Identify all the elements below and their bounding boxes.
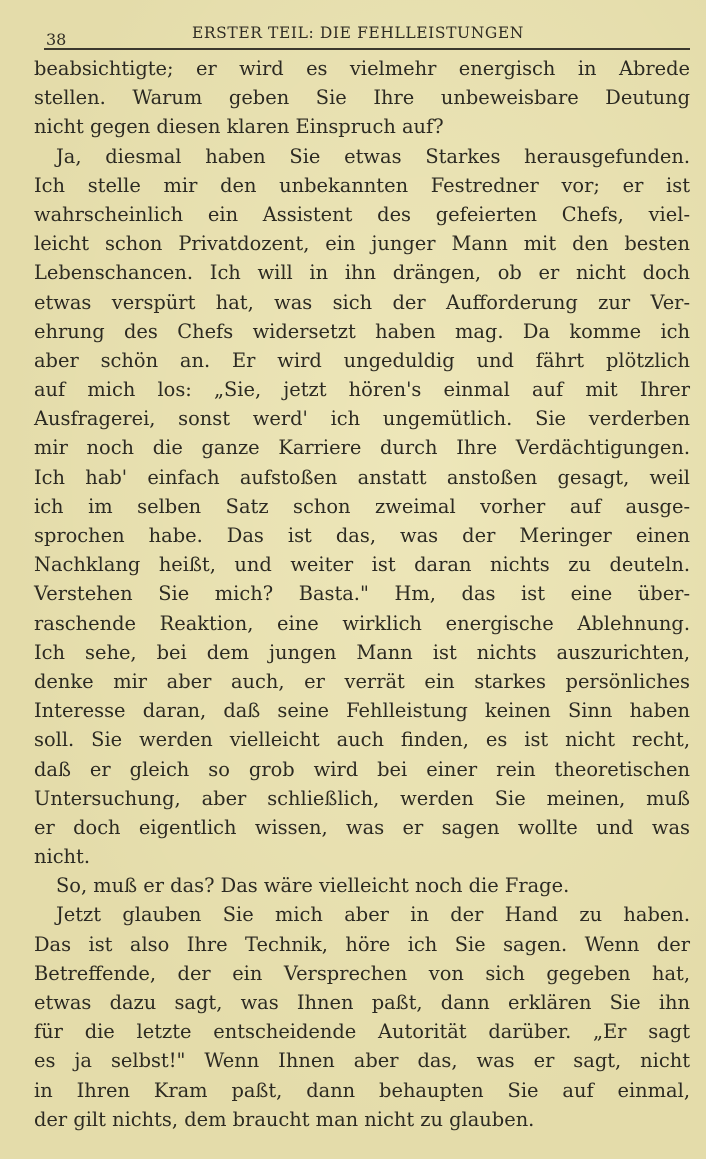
text-line: aber schön an. Er wird ungeduldig und fährt plötzlich (34, 348, 690, 372)
text-line: nicht gegen diesen klaren Einspruch auf? (34, 115, 444, 139)
text-line: etwas verspürt hat, was sich der Aufforderung zur Ver- (34, 290, 690, 314)
text-line: etwas dazu sagt, was Ihnen paßt, dann erklären Sie ihn (34, 991, 690, 1014)
text-line: soll. Sie werden vielleicht auch finden, es ist nicht recht, (34, 728, 690, 752)
text-line: Das ist also Ihre Technik, höre ich Sie sagen. Wenn der (34, 932, 690, 956)
page-header (44, 22, 690, 50)
text-line: mir noch die ganze Karriere durch Ihre Verdächtigungen. (34, 436, 690, 460)
text-line: So, muß er das? Das wäre vielleicht noch die Frage. (56, 874, 570, 898)
text-line: Jetzt glauben Sie mich aber in der Hand zu haben. (56, 903, 690, 927)
text-line: Ich stelle mir den unbekannten Festredner vor; er ist (34, 173, 690, 197)
text-line: Verstehen Sie mich? Basta." Hm, das ist eine über- (34, 582, 690, 606)
text-line: der gilt nichts, dem braucht man nicht zu glauben. (34, 1107, 535, 1131)
text-line: Ja, diesmal haben Sie etwas Starkes herausgefunden. (56, 144, 690, 168)
text-line: ehrung des Chefs widersetzt haben mag. Da komme ich (34, 319, 690, 343)
text-line: daß er gleich so grob wird bei einer rein theoretischen (34, 757, 690, 781)
text-line: raschende Reaktion, eine wirklich energische Ablehnung. (34, 611, 690, 635)
body-text (34, 54, 690, 1134)
text-line: auf mich los: „Sie, jetzt hören's einmal auf mit Ihrer (34, 378, 690, 402)
text-line: nicht. (34, 845, 90, 869)
text-line: Untersuchung, aber schließlich, werden Sie meinen, muß (34, 786, 690, 810)
text-line: in Ihren Kram paßt, dann behaupten Sie auf einmal, (34, 1078, 690, 1102)
text-line: Betreffende, der ein Versprechen von sich gegeben hat, (34, 961, 690, 985)
text-line: Ausfragerei, sonst werd' ich ungemütlich. Sie verderben (34, 407, 690, 431)
text-line: wahrscheinlich ein Assistent des gefeierten Chefs, viel- (34, 202, 690, 226)
text-line: es ja selbst!" Wenn Ihnen aber das, was er sagt, nicht (34, 1049, 690, 1073)
text-line: er doch eigentlich wissen, was er sagen wollte und was (34, 815, 690, 839)
text-line: Ich hab' einfach aufstoßen anstatt anstoßen gesagt, weil (34, 465, 690, 489)
text-line: Ich sehe, bei dem jungen Mann ist nichts auszurichten, (34, 640, 690, 664)
text-line: ich im selben Satz schon zweimal vorher auf ausge- (34, 494, 690, 518)
text-line: stellen. Warum geben Sie Ihre unbeweisbare Deutung (34, 86, 690, 110)
text-line: für die letzte entscheidende Autorität darüber. „Er sagt (34, 1020, 690, 1044)
text-line: Nachklang heißt, und weiter ist daran nichts zu deuteln. (34, 553, 690, 577)
text-line: Interesse daran, daß seine Fehlleistung keinen Sinn haben (34, 699, 690, 723)
text-line: leicht schon Privatdozent, ein junger Mann mit den besten (34, 232, 690, 256)
text-line: sprochen habe. Das ist das, was der Meringer einen (34, 524, 690, 547)
running-title: ERSTER TEIL: DIE FEHLLEISTUNGEN (192, 24, 524, 42)
page-number: 38 (46, 30, 67, 49)
text-line: beabsichtigte; er wird es vielmehr energisch in Abrede (34, 57, 690, 80)
text-line: denke mir aber auch, er verrät ein starkes persönliches (34, 669, 690, 693)
text-line: Lebenschancen. Ich will in ihn drängen, ob er nicht doch (34, 261, 690, 285)
